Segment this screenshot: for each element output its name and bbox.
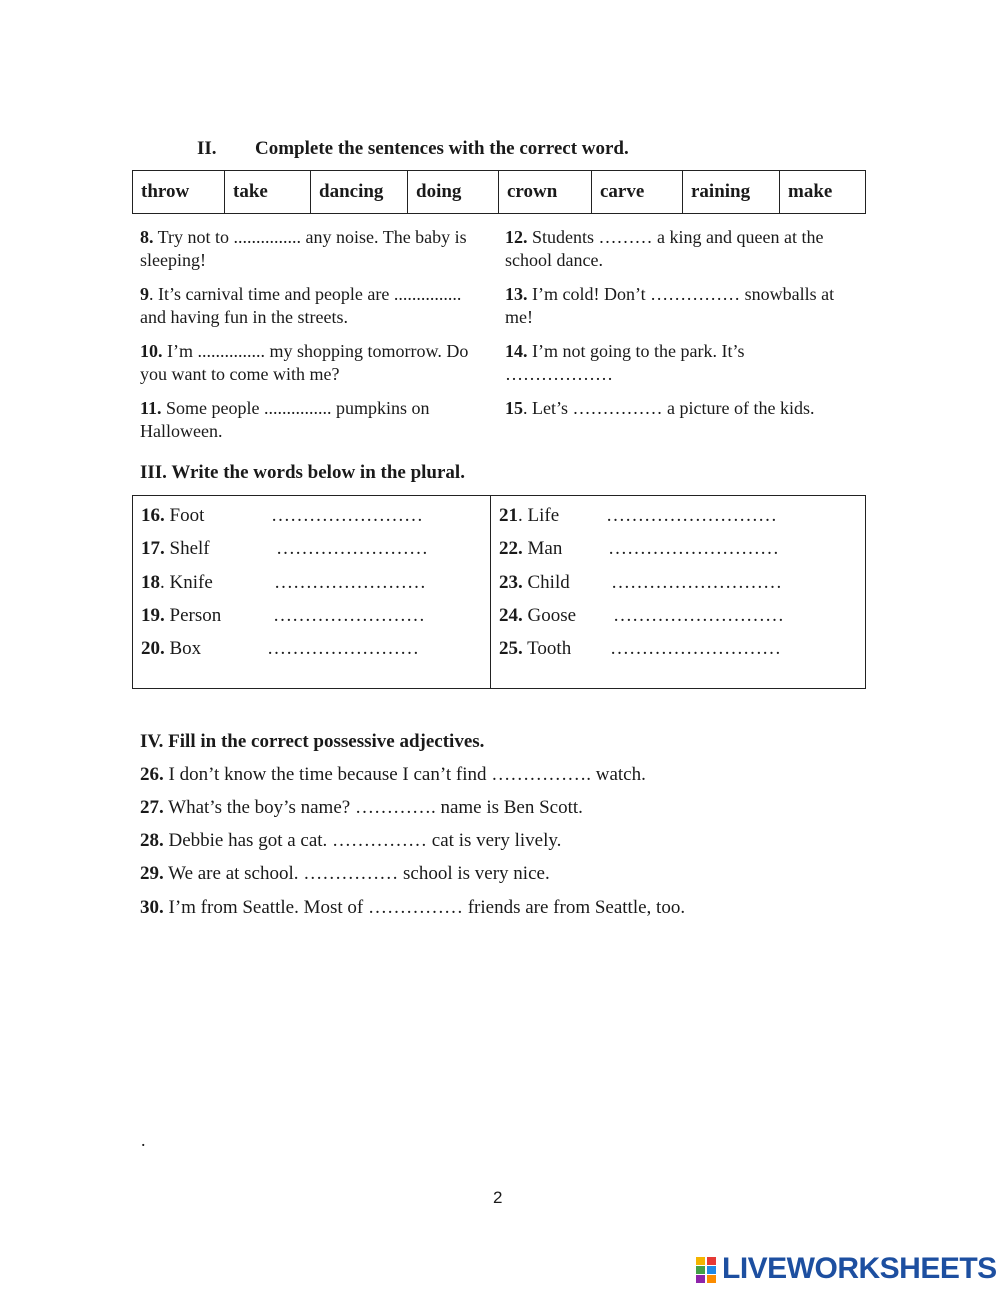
- item-text: I’m from Seattle. Most of …………… friends are from Seattle, too.: [163, 897, 686, 918]
- question-text: . Let’s …………… a picture of the kids.: [523, 398, 815, 418]
- item-number: 16.: [141, 505, 165, 526]
- question-9: [140, 283, 490, 329]
- section-3-heading: III. Write the words below in the plural.: [140, 462, 465, 483]
- question-number: 11.: [140, 398, 162, 418]
- item-word: . Knife: [160, 572, 213, 593]
- question-text: I’m ............... my shopping tomorrow. Do you want to come with me?: [140, 341, 469, 384]
- item-word: Goose: [522, 605, 577, 626]
- question-text: . It’s carnival time and people are ............... and having fun in the streets.: [140, 284, 462, 327]
- answer-blank: ………………………: [610, 638, 781, 659]
- question-number: 14.: [505, 341, 528, 361]
- word-bank-cell: make: [780, 171, 866, 214]
- question-number: 10.: [140, 341, 163, 361]
- item-number: 18: [141, 572, 160, 593]
- plural-item-19: [141, 605, 481, 629]
- word-bank-table: [132, 170, 866, 214]
- possessive-item-30: [140, 897, 685, 919]
- item-text: What’s the boy’s name? …………. name is Ben Scott.: [163, 797, 583, 818]
- question-11: [140, 397, 490, 443]
- answer-blank: ………………………: [606, 505, 777, 526]
- question-number: 9: [140, 284, 149, 304]
- item-number: 17.: [141, 538, 165, 559]
- item-word: Box: [164, 638, 202, 659]
- answer-blank: ………………………: [611, 572, 782, 593]
- plural-item-23: [499, 572, 859, 596]
- answer-blank: ……………………: [273, 605, 425, 626]
- stray-dot: .: [141, 1130, 146, 1150]
- item-word: . Life: [518, 505, 560, 526]
- possessive-item-26: [140, 764, 646, 786]
- word-bank-cell: crown: [499, 171, 592, 214]
- item-number: 19.: [141, 605, 165, 626]
- item-text: Debbie has got a cat. …………… cat is very lively.: [163, 830, 562, 851]
- item-number: 25.: [499, 638, 523, 659]
- item-number: 28.: [140, 830, 164, 851]
- item-number: 26.: [140, 764, 164, 785]
- answer-blank: ……………………: [267, 638, 419, 659]
- item-word: Man: [522, 538, 563, 559]
- item-text: I don’t know the time because I can’t find ……………. watch.: [163, 764, 646, 785]
- plural-item-21: [499, 505, 859, 529]
- answer-blank: ………………………: [613, 605, 784, 626]
- word-bank-cell: doing: [408, 171, 499, 214]
- question-number: 8.: [140, 227, 154, 247]
- section-2-title: Complete the sentences with the correct word.: [255, 138, 629, 159]
- item-word: Child: [522, 572, 570, 593]
- question-number: 15: [505, 398, 523, 418]
- section-4-heading: IV. Fill in the correct possessive adjectives.: [140, 731, 485, 752]
- answer-blank: ………………………: [608, 538, 779, 559]
- item-number: 21: [499, 505, 518, 526]
- plural-item-22: [499, 538, 859, 562]
- item-number: 27.: [140, 797, 164, 818]
- plural-item-24: [499, 605, 859, 629]
- section-2-number: II.: [197, 138, 217, 159]
- plural-item-20: [141, 638, 481, 662]
- plural-box-divider: [490, 495, 491, 688]
- item-text: We are at school. …………… school is very nice.: [163, 863, 550, 884]
- word-bank-cell: dancing: [311, 171, 408, 214]
- item-number: 24.: [499, 605, 523, 626]
- word-bank-cell: throw: [133, 171, 225, 214]
- question-14: [505, 340, 850, 386]
- answer-blank: ……………………: [274, 572, 426, 593]
- question-13: [505, 283, 850, 329]
- word-bank-cell: carve: [592, 171, 683, 214]
- possessive-item-29: [140, 863, 550, 885]
- question-text: Try not to ............... any noise. The baby is sleeping!: [140, 227, 467, 270]
- possessive-item-27: [140, 797, 583, 819]
- item-number: 22.: [499, 538, 523, 559]
- item-word: Foot: [164, 505, 205, 526]
- answer-blank: ……………………: [276, 538, 428, 559]
- question-text: Students ……… a king and queen at the school dance.: [505, 227, 824, 270]
- answer-blank: ……………………: [271, 505, 423, 526]
- item-number: 29.: [140, 863, 164, 884]
- item-number: 20.: [141, 638, 165, 659]
- liveworksheets-logo-text[interactable]: LIVEWORKSHEETS: [722, 1252, 997, 1285]
- item-word: Shelf: [164, 538, 210, 559]
- question-text: I’m cold! Don’t …………… snowballs at me!: [505, 284, 835, 327]
- plural-item-16: [141, 505, 481, 529]
- plural-item-25: [499, 638, 859, 662]
- plural-item-18: [141, 572, 481, 596]
- question-8: [140, 226, 490, 272]
- item-word: Person: [164, 605, 222, 626]
- section-2-heading: [197, 138, 629, 160]
- question-10: [140, 340, 490, 386]
- question-15: [505, 397, 850, 420]
- plural-item-17: [141, 538, 481, 562]
- item-number: 23.: [499, 572, 523, 593]
- page-number: 2: [493, 1188, 503, 1207]
- item-word: Tooth: [522, 638, 572, 659]
- word-bank-cell: take: [225, 171, 311, 214]
- item-number: 30.: [140, 897, 164, 918]
- possessive-item-28: [140, 830, 561, 852]
- word-bank-cell: raining: [683, 171, 780, 214]
- question-number: 13.: [505, 284, 528, 304]
- question-text: Some people ............... pumpkins on Halloween.: [140, 398, 430, 441]
- question-12: [505, 226, 850, 272]
- liveworksheets-logo-icon: [696, 1257, 718, 1283]
- question-text: I’m not going to the park. It’s ………………: [505, 341, 745, 384]
- question-number: 12.: [505, 227, 528, 247]
